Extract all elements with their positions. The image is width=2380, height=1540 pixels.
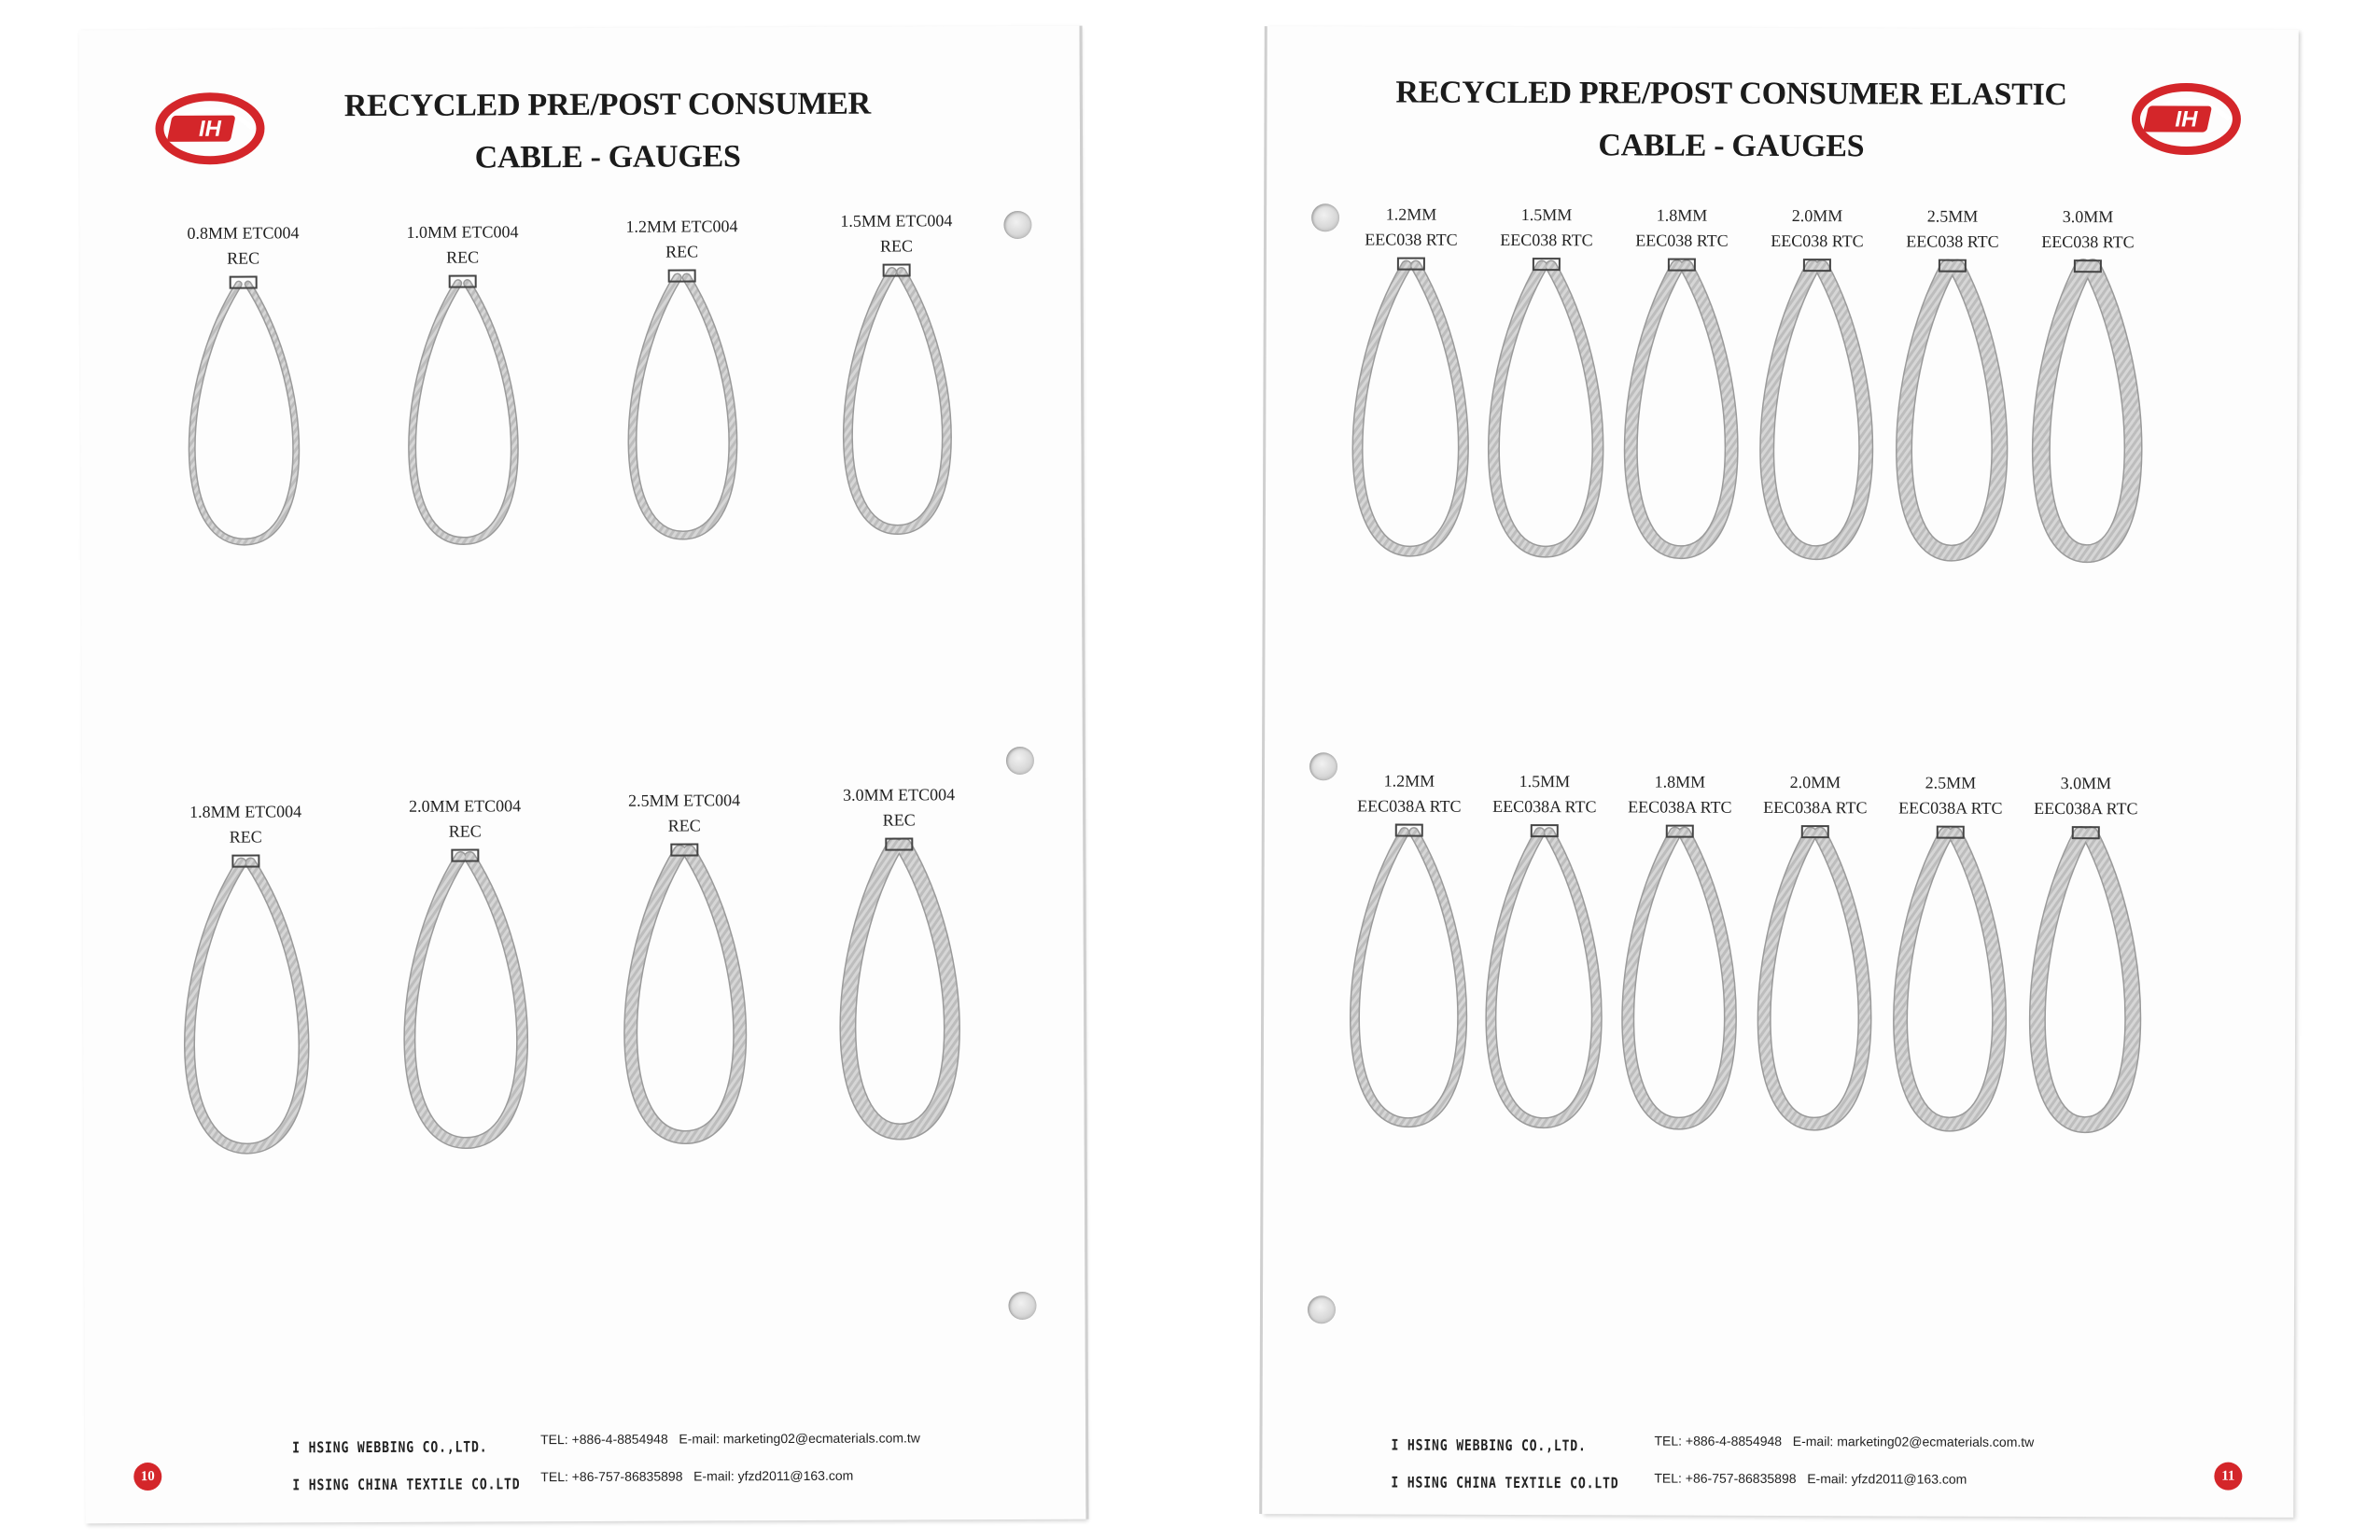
sample-size-label: 3.0MM (2062, 207, 2114, 227)
email-2: E-mail: yfzd2011@163.com (1807, 1471, 1967, 1487)
sample-size-label: 2.0MM (1791, 206, 1843, 226)
binder-hole (1006, 747, 1034, 775)
sample-code-label: REC (882, 810, 916, 830)
catalog-page-left (79, 26, 1086, 1524)
sample-size-label: 1.5MM (1520, 205, 1573, 225)
contact-line-1 (1654, 1422, 2034, 1461)
sample-size-label: 1.8MM ETC004 (189, 802, 302, 821)
tel-2: TEL: +86-757-86835898 (540, 1468, 683, 1485)
binder-hole (1309, 752, 1337, 780)
sample-code-label: REC (229, 827, 262, 847)
cable-loop-sample (1884, 820, 2016, 1133)
cable-loop-sample (614, 838, 755, 1147)
sample-size-label: 1.8MM (1654, 772, 1706, 791)
page-edge (1080, 26, 1089, 1519)
sample-code-label: EEC038A RTC (2034, 798, 2138, 819)
sample-code-label: REC (227, 248, 260, 268)
tel-1: TEL: +886-4-8854948 (540, 1431, 668, 1448)
cable-sample (1340, 202, 1481, 561)
sample-code-label: REC (879, 236, 914, 256)
sample-code-label: EEC038 RTC (1500, 230, 1593, 250)
cable-loop-sample (1886, 254, 2018, 562)
cable-loop-sample (836, 259, 959, 539)
sample-code-label: EEC038A RTC (1763, 797, 1868, 818)
page-title-line1: RECYCLED PRE/POST CONSUMER (343, 86, 871, 124)
sample-size-label: 3.0MM ETC004 (843, 785, 956, 805)
cable-sample (588, 214, 777, 545)
cable-loop-sample (1345, 252, 1477, 560)
sample-code-label: EEC038 RTC (2041, 231, 2135, 252)
sample-code-label: EEC038 RTC (1906, 231, 1999, 251)
footer-left (292, 1428, 570, 1504)
cable-sample (803, 208, 991, 539)
contact-right (1654, 1422, 2034, 1498)
cable-loop-sample (1749, 820, 1881, 1133)
cable-sample (1882, 203, 2023, 563)
cable-loop-sample (2022, 255, 2153, 563)
cable-sample (1611, 203, 1752, 562)
cable-loop-sample (1614, 819, 1745, 1132)
sample-code-label: EEC038A RTC (1357, 796, 1462, 816)
tel-2: TEL: +86-757-86835898 (1654, 1470, 1797, 1487)
sample-code-label: EEC038 RTC (1771, 231, 1864, 251)
cable-sample (591, 788, 779, 1147)
logo-text: IH (2175, 106, 2198, 133)
cable-loop-sample (622, 264, 744, 545)
cable-loop-sample (1751, 254, 1883, 562)
contact-line-2 (1654, 1460, 2034, 1498)
tel-1: TEL: +886-4-8854948 (1654, 1433, 1783, 1449)
sample-size-label: 2.0MM (1789, 773, 1841, 792)
cable-loop-sample (395, 844, 536, 1153)
email-2: E-mail: yfzd2011@163.com (693, 1467, 854, 1484)
sample-code-label: REC (448, 821, 482, 841)
catalog-page-right (1262, 26, 2299, 1518)
sample-size-label: 2.5MM (1925, 773, 1977, 792)
cable-sample (369, 219, 557, 551)
sample-code-label: REC (446, 247, 480, 267)
contact-left (540, 1419, 920, 1495)
cable-loop-sample (1343, 819, 1475, 1131)
cable-sample (1476, 203, 1617, 562)
cable-loop-sample (829, 833, 970, 1141)
company-name-2: I HSING CHINA TEXTILE CO.LTD (1391, 1473, 1619, 1492)
page-number: 11 (2214, 1463, 2242, 1491)
cable-sample (1744, 770, 1885, 1134)
sample-code-label: REC (667, 816, 701, 835)
sample-size-label: 0.8MM ETC004 (187, 223, 300, 243)
cable-sample (1609, 769, 1750, 1133)
contact-line-2 (540, 1456, 920, 1495)
company-name-1: I HSING WEBBING CO.,LTD. (1391, 1435, 1587, 1455)
sample-size-label: 1.2MM (1383, 771, 1435, 791)
sample-code-label: EEC038 RTC (1635, 231, 1729, 250)
sample-size-label: 2.5MM (1926, 206, 1979, 226)
cable-sample (1880, 770, 2021, 1134)
ih-logo (2130, 77, 2242, 160)
sample-size-label: 1.2MM (1385, 204, 1437, 224)
company-name-1: I HSING WEBBING CO.,LTD. (292, 1437, 488, 1457)
cable-loop-sample (1480, 253, 1612, 561)
sample-code-label: REC (665, 242, 699, 261)
binder-hole (1003, 211, 1031, 239)
page-edge (1259, 26, 1267, 1514)
sample-size-label: 1.0MM ETC004 (406, 222, 519, 242)
sample-code-label: EEC038 RTC (1365, 230, 1458, 249)
cable-loop-sample (2020, 821, 2151, 1134)
cable-sample (1474, 769, 1615, 1133)
sample-code-label: EEC038A RTC (1628, 797, 1732, 817)
page-title-line2: CABLE - GAUGES (474, 139, 741, 175)
contact-line-1 (540, 1419, 920, 1458)
cable-loop-sample (183, 271, 305, 552)
binder-hole (1008, 1292, 1036, 1320)
cable-loop-sample (1616, 253, 1747, 561)
sample-size-label: 1.5MM ETC004 (840, 211, 953, 231)
cable-sample (2017, 204, 2158, 564)
cable-sample (152, 799, 341, 1158)
binder-hole (1308, 1295, 1336, 1323)
sample-size-label: 2.0MM ETC004 (409, 796, 522, 816)
sample-size-label: 1.5MM (1519, 772, 1571, 791)
cable-loop-sample (402, 270, 525, 551)
page-number: 10 (133, 1463, 161, 1491)
sample-code-label: EEC038A RTC (1492, 796, 1597, 817)
binder-hole (1311, 203, 1339, 231)
sample-code-label: EEC038A RTC (1898, 798, 2003, 818)
cable-loop-sample (1478, 819, 1610, 1132)
cable-sample (805, 782, 994, 1141)
cable-sample (149, 220, 338, 552)
sample-size-label: 1.2MM ETC004 (625, 217, 738, 236)
sample-size-label: 1.8MM (1656, 205, 1708, 225)
footer-right (1391, 1427, 1669, 1503)
sample-size-label: 2.5MM ETC004 (628, 791, 741, 810)
page-title-line1: RECYCLED PRE/POST CONSUMER ELASTIC (1395, 75, 2067, 113)
cable-sample (371, 793, 560, 1153)
page-title-line2: CABLE - GAUGES (1598, 128, 1865, 164)
sample-size-label: 3.0MM (2060, 774, 2112, 793)
logo-text: IH (198, 116, 222, 142)
email-1: E-mail: marketing02@ecmaterials.com.tw (1792, 1434, 2035, 1449)
cable-sample (1746, 203, 1887, 563)
cable-sample (2015, 771, 2156, 1135)
email-1: E-mail: marketing02@ecmaterials.com.tw (679, 1430, 920, 1447)
cable-sample (1338, 768, 1479, 1132)
company-name-2: I HSING CHINA TEXTILE CO.LTD (292, 1475, 521, 1494)
cable-loop-sample (175, 849, 316, 1158)
